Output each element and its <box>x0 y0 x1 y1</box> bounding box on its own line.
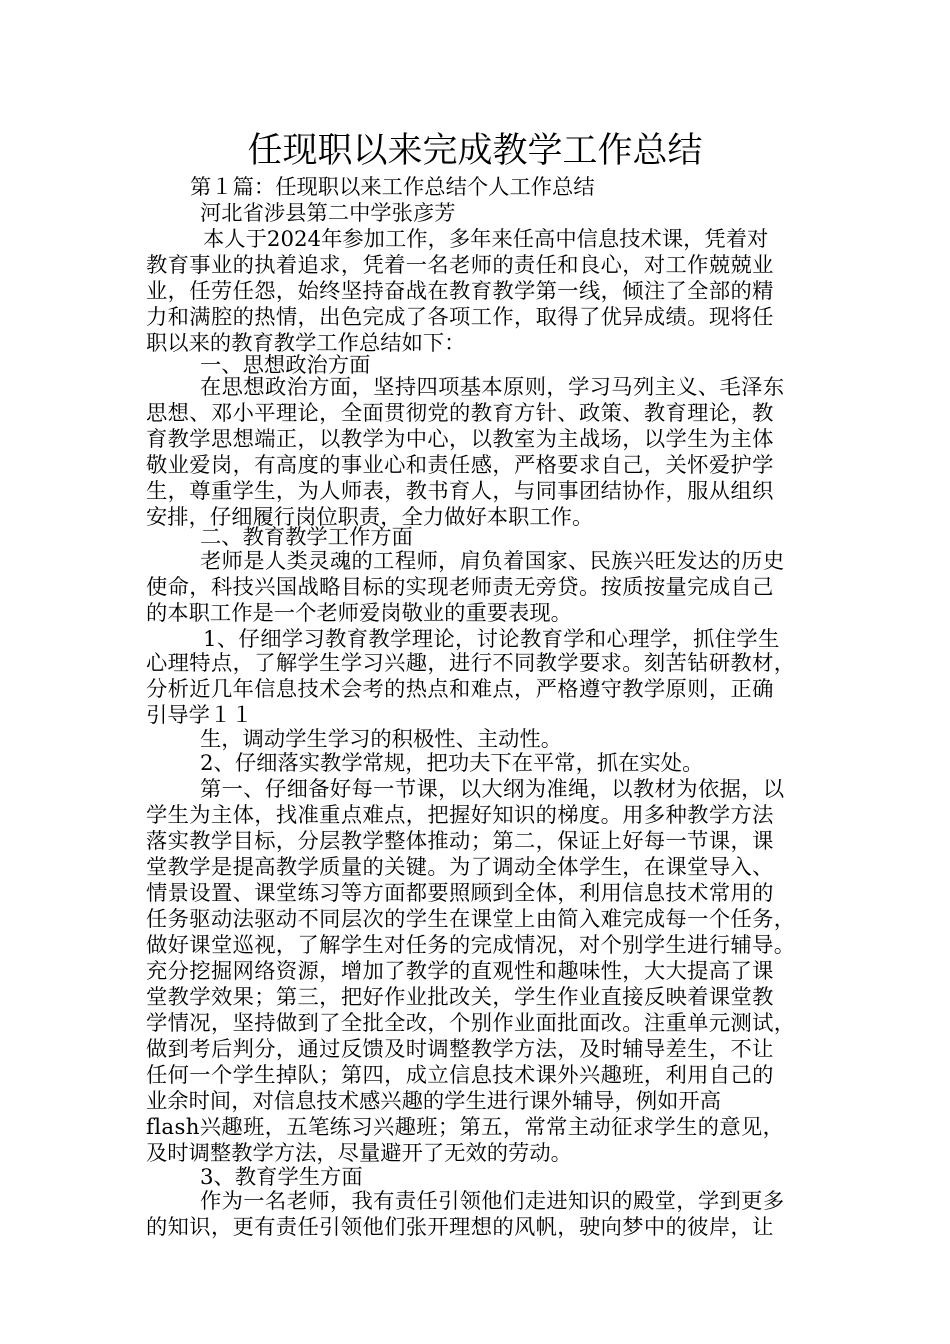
body-text-line: 情景设置、课堂练习等方面都要照顾到全体，利用信息技术常用的 <box>146 881 774 906</box>
body-text-line: 生，调动学生学习的积极性、主动性。 <box>200 727 563 752</box>
body-text-line: 的本职工作是一个老师爱岗敬业的重要表现。 <box>146 601 572 626</box>
body-text-line: 使命，科技兴国战略目标的实现老师责无旁贷。按质按量完成自己 <box>146 575 774 600</box>
body-text-line: 引导学１１ <box>146 703 253 728</box>
body-text-line: 思想、邓小平理论，全面贯彻党的教育方针、政策、教育理论，教 <box>146 401 774 426</box>
body-text-line: 1、仔细学习教育教学理论，讨论教育学和心理学，抓住学生 <box>203 627 780 652</box>
body-text-line: 二、教育教学工作方面 <box>200 525 413 550</box>
body-text-line: 任务驱动法驱动不同层次的学生在课堂上由简入难完成每一个任务， <box>146 907 796 932</box>
body-text-line: 老师是人类灵魂的工程师，肩负着国家、民族兴旺发达的历史 <box>200 549 785 574</box>
body-text-line: 河北省涉县第二中学张彦芳 <box>200 201 456 226</box>
body-text-line: 落实教学目标，分层教学整体推动；第二，保证上好每一节课，课 <box>146 829 774 854</box>
body-text-line: 第一、仔细备好每一节课，以大纲为准绳，以教材为依据，以 <box>200 777 785 802</box>
body-text-line: 敬业爱岗，有高度的事业心和责任感，严格要求自己，关怀爱护学 <box>146 453 774 478</box>
body-text-line: 本人于2024年参加工作，多年来任高中信息技术课，凭着对 <box>203 227 769 252</box>
body-text-line: 及时调整教学方法，尽量避开了无效的劳动。 <box>146 1141 572 1166</box>
body-text-line: 力和满腔的热情，出色完成了各项工作，取得了优异成绩。现将任 <box>146 305 774 330</box>
body-text-line: 堂教学是提高教学质量的关键。为了调动全体学生，在课堂导入、 <box>146 855 774 880</box>
body-text-line: 2、仔细落实教学常规，把功夫下在平常，抓在实处。 <box>200 751 704 776</box>
body-text-line: 安排，仔细履行岗位职责，全力做好本职工作。 <box>146 505 594 530</box>
body-text-line: 做到考后判分，通过反馈及时调整教学方法，及时辅导差生，不让 <box>146 1037 774 1062</box>
body-text-line: 业，任劳任怨，始终坚持奋战在教育教学第一线，倾注了全部的精 <box>146 279 774 304</box>
body-text-line: 堂教学效果；第三，把好作业批改关，学生作业直接反映着课堂教 <box>146 985 774 1010</box>
body-text-line: 任何一个学生掉队；第四，成立信息技术课外兴趣班，利用自己的 <box>146 1063 774 1088</box>
body-text-line: 业余时间，对信息技术感兴趣的学生进行课外辅导，例如开高 <box>146 1089 722 1114</box>
body-text-line: flash兴趣班，五笔练习兴趣班；第五，常常主动征求学生的意见， <box>146 1115 785 1140</box>
body-text-line: 在思想政治方面，坚持四项基本原则，学习马列主义、毛泽东 <box>200 375 785 400</box>
body-text-line: 学情况，坚持做到了全批全改，个别作业面批面改。注重单元测试， <box>146 1011 796 1036</box>
body-text-line: 充分挖掘网络资源，增加了教学的直观性和趣味性，大大提高了课 <box>146 959 774 984</box>
body-text-line: 3、教育学生方面 <box>200 1165 363 1190</box>
body-text-line: 第１篇：任现职以来工作总结个人工作总结 <box>190 175 595 200</box>
body-text-line: 育教学思想端正，以教学为中心，以教室为主战场，以学生为主体 <box>146 427 774 452</box>
body-text-line: 学生为主体，找准重点难点，把握好知识的梯度。用多种教学方法 <box>146 803 774 828</box>
body-text-line: 心理特点，了解学生学习兴趣，进行不同教学要求。刻苦钻研教材， <box>146 651 796 676</box>
body-text-line: 职以来的教育教学工作总结如下： <box>146 331 466 356</box>
body-text-line: 作为一名老师，我有责任引领他们走进知识的殿堂，学到更多 <box>200 1189 785 1214</box>
document-title: 任现职以来完成教学工作总结 <box>247 131 703 171</box>
body-text-line: 生，尊重学生，为人师表，教书育人，与同事团结协作，服从组织 <box>146 479 774 504</box>
body-text-line: 分析近几年信息技术会考的热点和难点，严格遵守教学原则，正确 <box>146 677 774 702</box>
body-text-line: 一、思想政治方面 <box>200 353 371 378</box>
body-text-line: 教育事业的执着追求，凭着一名老师的责任和良心，对工作兢兢业 <box>146 253 774 278</box>
body-text-line: 的知识，更有责任引领他们张开理想的风帆，驶向梦中的彼岸，让 <box>146 1215 774 1240</box>
body-text-line: 做好课堂巡视，了解学生对任务的完成情况，对个别学生进行辅导。 <box>146 933 796 958</box>
